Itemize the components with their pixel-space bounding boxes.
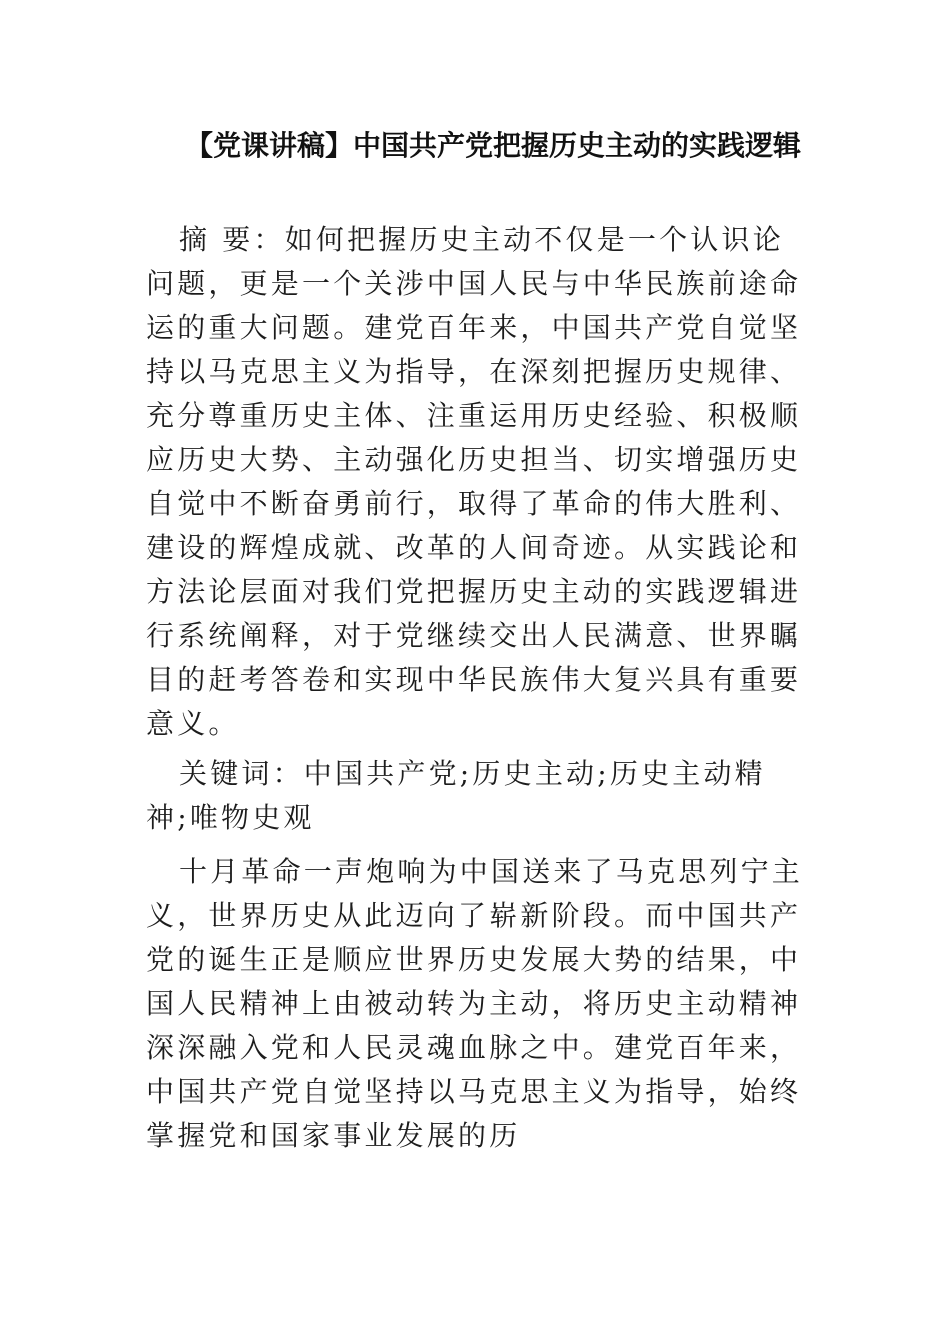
- body-paragraph: 十月革命一声炮响为中国送来了马克思列宁主义，世界历史从此迈向了崭新阶段。而中国共产党的诞生正是顺应世界历史发展大势的结果，中国人民精神上由被动转为主动，将历史主动精神深深融入党和人民灵魂血脉之中。建党百年来，中国共产党自觉坚持以马克思主义为指导，始终掌握党和国家事业发展的历: [146, 855, 804, 1152]
- keywords-paragraph: 关键词：中国共产党;历史主动;历史主动精神;唯物史观: [146, 757, 766, 834]
- abstract-paragraph: 摘 要：如何把握历史主动不仅是一个认识论问题，更是一个关涉中国人民与中华民族前途命运的重大问题。建党百年来，中国共产党自觉坚持以马克思主义为指导，在深刻把握历史规律、充分尊重历史主体、注重运用历史经验、积极顺应历史大势、主动强化历史担当、切实增强历史自觉中不断奋勇前行，取得了革命的伟大胜利、建设的辉煌成就、改革的人间奇迹。从实践论和方法论层面对我们党把握历史主动的实践逻辑进行系统阐释，对于党继续交出人民满意、世界瞩目的赶考答卷和实现中华民族伟大复兴具有重要意义。: [146, 223, 802, 740]
- document-body: [146, 218, 806, 1164]
- document-title: 【党课讲稿】中国共产党把握历史主动的实践逻辑: [185, 129, 802, 162]
